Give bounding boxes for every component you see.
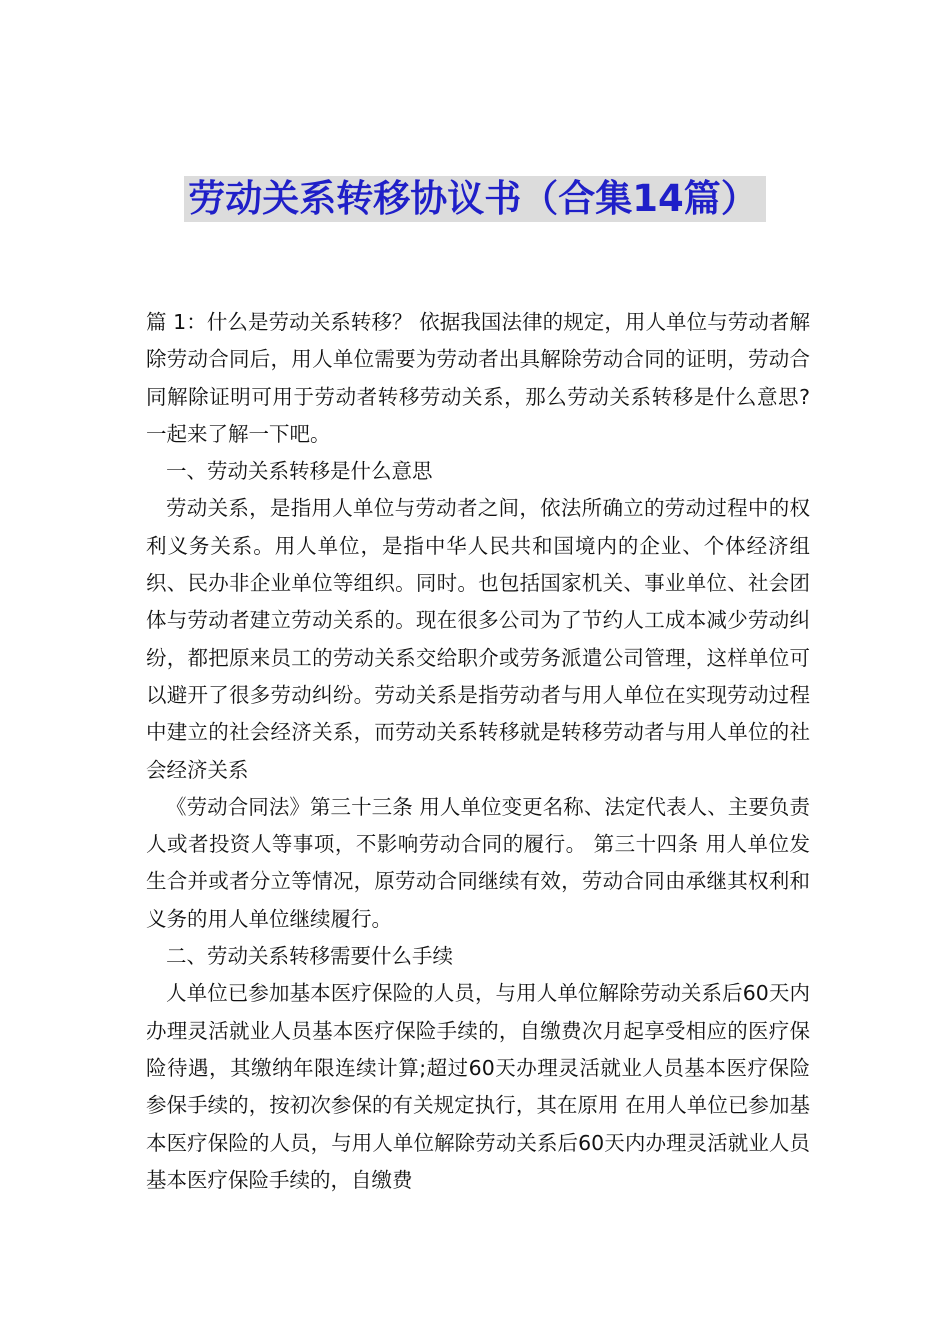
paragraph-law-citation: 《劳动合同法》第三十三条 用人单位变更名称、法定代表人、主要负责人或者投资人等事项，不影响劳动合同的履行。 第三十四条 用人单位发生合并或者分立等情况，原劳动合同继续有效，劳动合同由承继其权利和义务的用人单位继续履行。 xyxy=(146,794,810,931)
title-container xyxy=(0,176,950,222)
paragraph-intro: 篇 1：什么是劳动关系转移？ 依据我国法律的规定，用人单位与劳动者解除劳动合同后，用人单位需要为劳动者出具解除劳动合同的证明，劳动合同解除证明可用于劳动者转移劳动关系，那么劳动关系转移是什么意思?一起来了解一下吧。 xyxy=(146,310,810,446)
paragraph-definition: 劳动关系，是指用人单位与劳动者之间，依法所确立的劳动过程中的权利义务关系。用人单位，是指中华人民共和国境内的企业、个体经济组织、民办非企业单位等组织。同时。也包括国家机关、事业单位、社会团体与劳动者建立劳动关系的。现在很多公司为了节约人工成本减少劳动纠纷，都把原来员工的劳动关系交给职介或劳务派遣公司管理，这样单位可以避开了很多劳动纠纷。劳动关系是指劳动者与用人单位在实现劳动过程中建立的社会经济关系，而劳动关系转移就是转移劳动者与用人单位的社会经济关系 xyxy=(146,496,810,782)
document-title: 劳动关系转移协议书（合集14篇） xyxy=(184,176,766,222)
section-heading-2: 二、劳动关系转移需要什么手续 xyxy=(166,944,453,969)
document-body xyxy=(146,304,810,1199)
section-heading-1: 一、劳动关系转移是什么意思 xyxy=(166,459,433,484)
paragraph-procedures: 人单位已参加基本医疗保险的人员，与用人单位解除劳动关系后60天内办理灵活就业人员基本医疗保险手续的，自缴费次月起享受相应的医疗保险待遇，其缴纳年限连续计算;超过60天办理灵活就业人员基本医疗保险参保手续的，按初次参保的有关规定执行，其在原用 在用人单位已参加基本医疗保险的人员，与用人单位解除劳动关系后60天内办理灵活就业人员基本医疗保险手续的，自缴费 xyxy=(146,981,810,1192)
